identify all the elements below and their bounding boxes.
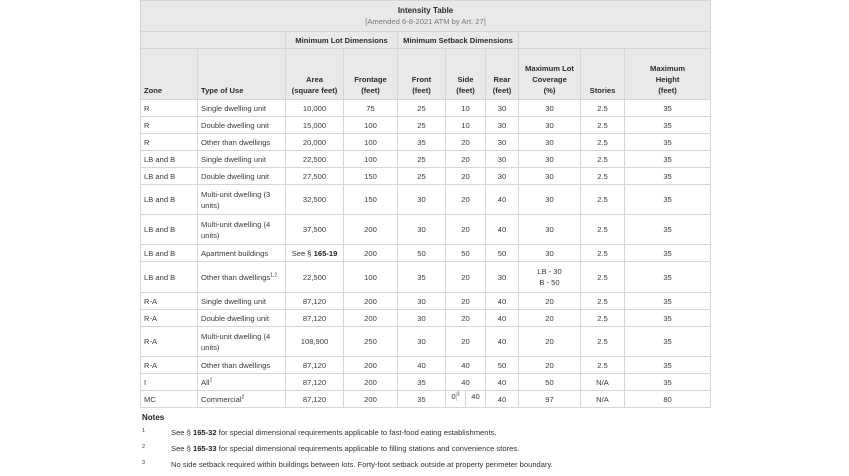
cell-type-text: Single dwelling unit [201, 103, 267, 113]
cell-type-text: Multi-unit dwelling (4 units) [201, 219, 271, 240]
cell-front: 30 [398, 293, 446, 310]
table-caption [141, 1, 711, 32]
cell-frontage: 200 [344, 357, 398, 374]
column-header-front: Front (feet) [398, 49, 446, 100]
cell-front: 25 [398, 100, 446, 117]
cell-zone: LB and B [141, 245, 198, 262]
cell-stories: 2.5 [581, 117, 625, 134]
note-section-link[interactable]: 165-32 [192, 428, 217, 437]
cell-rear: 30 [486, 100, 519, 117]
cell-height: 35 [625, 151, 711, 168]
cell-front: 25 [398, 151, 446, 168]
cell-side: 20 [446, 185, 486, 215]
cell-area: 108,900 [286, 327, 344, 357]
group-header-blank-right [519, 32, 711, 49]
cell-type-text: Other than dwellings [201, 137, 271, 147]
cell-height: 80 [625, 391, 711, 408]
cell-area: 10,000 [286, 100, 344, 117]
cell-frontage: 100 [344, 151, 398, 168]
cell-side-a-value: 0 [451, 392, 456, 401]
cell-frontage: 200 [344, 391, 398, 408]
cell-type [198, 185, 286, 215]
cell-side: 10 [446, 117, 486, 134]
cell-front: 50 [398, 245, 446, 262]
cell-front: 30 [398, 327, 446, 357]
note-item [142, 444, 742, 460]
cell-side: 20 [446, 134, 486, 151]
note-number: 2 [142, 444, 146, 450]
cell-area: 22,500 [286, 151, 344, 168]
cell-side: 40 [446, 357, 486, 374]
cell-rear: 40 [486, 293, 519, 310]
cell-side: 20 [446, 293, 486, 310]
group-header-min-lot: Minimum Lot Dimensions [286, 32, 398, 49]
table-row [141, 293, 711, 310]
cell-coverage: 20 [519, 293, 581, 310]
table-row [141, 391, 711, 408]
cell-side-b: 40 [471, 392, 480, 401]
column-header-zone: Zone [141, 49, 198, 100]
column-header-side: Side (feet) [446, 49, 486, 100]
cell-zone: R [141, 117, 198, 134]
cell-type [198, 117, 286, 134]
cell-coverage: 20 [519, 327, 581, 357]
group-header-min-setback: Minimum Setback Dimensions [398, 32, 519, 49]
cell-stories: 2.5 [581, 185, 625, 215]
cell-stories: 2.5 [581, 293, 625, 310]
cell-rear: 40 [486, 391, 519, 408]
cell-frontage: 75 [344, 100, 398, 117]
cell-stories: N/A [581, 391, 625, 408]
cell-coverage: 30 [519, 151, 581, 168]
cell-height: 35 [625, 374, 711, 391]
table-row [141, 310, 711, 327]
cell-rear: 30 [486, 151, 519, 168]
cell-front: 30 [398, 215, 446, 245]
cell-zone: I [141, 374, 198, 391]
cell-type [198, 293, 286, 310]
cell-coverage-line2: B - 50 [539, 278, 560, 287]
cell-zone: R-A [141, 310, 198, 327]
cell-type-text: Multi-unit dwelling (3 units) [201, 189, 271, 210]
cell-frontage: 200 [344, 293, 398, 310]
cell-zone: LB and B [141, 215, 198, 245]
cell-zone: LB and B [141, 168, 198, 185]
cell-side: 20 [446, 262, 486, 293]
cell-front: 25 [398, 168, 446, 185]
cell-front: 30 [398, 185, 446, 215]
table-title: Intensity Table [397, 6, 454, 15]
cell-rear: 40 [486, 327, 519, 357]
cell-type [198, 245, 286, 262]
cell-type [198, 215, 286, 245]
cell-side: 20 [446, 151, 486, 168]
cell-coverage: 97 [519, 391, 581, 408]
footnote-ref: 1,2 [270, 271, 278, 278]
cell-rear: 40 [486, 310, 519, 327]
cell-type-text: Commercial [201, 394, 242, 404]
cell-coverage: 20 [519, 310, 581, 327]
cell-stories: 2.5 [581, 151, 625, 168]
cell-coverage: 30 [519, 185, 581, 215]
note-text-post: for special dimensional requirements applicable to fast-food eating establishments. [216, 428, 497, 437]
cell-rear: 40 [486, 185, 519, 215]
intensity-table-container [140, 0, 710, 408]
cell-height: 35 [625, 327, 711, 357]
cell-stories: 2.5 [581, 262, 625, 293]
cell-type [198, 374, 286, 391]
cell-stories: 2.5 [581, 357, 625, 374]
cell-rear: 30 [486, 262, 519, 293]
cell-type [198, 391, 286, 408]
table-row [141, 262, 711, 293]
cell-front: 35 [398, 374, 446, 391]
cell-side: 50 [446, 245, 486, 262]
table-row [141, 185, 711, 215]
cell-coverage: 30 [519, 117, 581, 134]
cell-rear: 50 [486, 357, 519, 374]
cell-stories: 2.5 [581, 100, 625, 117]
cell-type-text: Double dwelling unit [201, 120, 269, 130]
cell-side: 20 [446, 215, 486, 245]
cell-area: 87,120 [286, 293, 344, 310]
cell-front: 30 [398, 310, 446, 327]
cell-front: 40 [398, 357, 446, 374]
cell-type-text: All [201, 377, 210, 387]
table-row [141, 117, 711, 134]
cell-coverage-line1: LB - 30 [537, 267, 562, 276]
cell-height: 35 [625, 134, 711, 151]
cell-coverage: 30 [519, 215, 581, 245]
column-header-area: Area (square feet) [286, 49, 344, 100]
cell-frontage: 100 [344, 117, 398, 134]
table-row [141, 151, 711, 168]
cell-height: 35 [625, 117, 711, 134]
cell-side-a [446, 391, 466, 407]
cell-rear: 30 [486, 134, 519, 151]
cell-type-text: Single dwelling unit [201, 296, 267, 306]
cell-zone: R-A [141, 327, 198, 357]
cell-stories: 2.5 [581, 215, 625, 245]
table-row [141, 245, 711, 262]
note-item [142, 428, 742, 444]
note-text [171, 460, 553, 470]
cell-area: 22,500 [286, 262, 344, 293]
cell-front: 35 [398, 262, 446, 293]
cell-stories: 2.5 [581, 168, 625, 185]
cell-type [198, 134, 286, 151]
cell-side: 10 [446, 100, 486, 117]
cell-coverage: 30 [519, 100, 581, 117]
cell-area: 15,000 [286, 117, 344, 134]
cell-rear: 40 [486, 215, 519, 245]
cell-area: 87,120 [286, 374, 344, 391]
cell-side: 20 [446, 168, 486, 185]
column-header-coverage: Maximum Lot Coverage (%) [519, 49, 581, 100]
note-number: 1 [142, 428, 146, 434]
cell-height: 35 [625, 100, 711, 117]
cell-frontage: 100 [344, 262, 398, 293]
column-header-frontage: Frontage (feet) [344, 49, 398, 100]
cell-area: 32,500 [286, 185, 344, 215]
cell-side: 40 [446, 374, 486, 391]
cell-area-ref: 165-19 [313, 248, 338, 258]
cell-rear: 30 [486, 117, 519, 134]
cell-height: 35 [625, 293, 711, 310]
cell-type-text: Apartment buildings [201, 248, 269, 258]
column-header-type: Type of Use [198, 49, 286, 100]
note-number: 3 [142, 460, 146, 466]
cell-type [198, 100, 286, 117]
cell-rear: 40 [486, 374, 519, 391]
cell-zone: R-A [141, 357, 198, 374]
cell-type [198, 310, 286, 327]
table-row [141, 215, 711, 245]
intensity-table [140, 0, 711, 408]
notes-title: Notes [142, 413, 165, 422]
cell-area: 87,120 [286, 391, 344, 408]
table-row [141, 357, 711, 374]
cell-type [198, 357, 286, 374]
cell-side [446, 391, 486, 408]
cell-rear: 30 [486, 168, 519, 185]
note-section-link[interactable]: 165-33 [192, 444, 217, 453]
cell-type-text: Double dwelling unit [201, 313, 269, 323]
footnote-ref: 1 [209, 376, 213, 383]
cell-frontage: 200 [344, 245, 398, 262]
cell-type [198, 151, 286, 168]
cell-side: 20 [446, 310, 486, 327]
cell-zone: R [141, 100, 198, 117]
cell-height: 35 [625, 168, 711, 185]
cell-side: 20 [446, 327, 486, 357]
note-text [171, 428, 496, 438]
cell-zone: MC [141, 391, 198, 408]
cell-height: 35 [625, 215, 711, 245]
note-text-post: for special dimensional requirements applicable to filling stations and convenience stores. [216, 444, 520, 453]
note-text-pre: No side setback required within buildings between lots. Forty-foot setback outside at property perimeter boundary. [171, 460, 553, 469]
cell-front: 25 [398, 117, 446, 134]
cell-frontage: 200 [344, 310, 398, 327]
column-header-height: Maximum Height (feet) [625, 49, 711, 100]
table-subtitle: [Amended 6-8-2021 ATM by Art. 27] [365, 17, 486, 26]
group-header-blank [141, 32, 286, 49]
table-row [141, 327, 711, 357]
cell-zone: R [141, 134, 198, 151]
cell-rear: 50 [486, 245, 519, 262]
cell-stories: 2.5 [581, 245, 625, 262]
cell-frontage: 150 [344, 185, 398, 215]
cell-height: 35 [625, 262, 711, 293]
cell-front: 35 [398, 134, 446, 151]
cell-height: 35 [625, 357, 711, 374]
cell-stories: 2.5 [581, 310, 625, 327]
table-row [141, 100, 711, 117]
cell-zone: LB and B [141, 151, 198, 168]
cell-type [198, 168, 286, 185]
cell-zone: R-A [141, 293, 198, 310]
cell-coverage [519, 262, 581, 293]
cell-area [286, 245, 344, 262]
note-item [142, 460, 742, 476]
cell-area: 20,000 [286, 134, 344, 151]
cell-coverage: 30 [519, 245, 581, 262]
notes-section [142, 413, 742, 476]
cell-type-text: Single dwelling unit [201, 154, 267, 164]
cell-stories: 2.5 [581, 134, 625, 151]
cell-area: 37,500 [286, 215, 344, 245]
cell-zone: LB and B [141, 262, 198, 293]
cell-type [198, 327, 286, 357]
cell-type [198, 262, 286, 293]
cell-coverage: 20 [519, 357, 581, 374]
cell-frontage: 150 [344, 168, 398, 185]
cell-frontage: 250 [344, 327, 398, 357]
cell-area: 27,500 [286, 168, 344, 185]
cell-coverage: 50 [519, 374, 581, 391]
cell-type-text: Other than dwellings [201, 272, 271, 282]
cell-zone: LB and B [141, 185, 198, 215]
cell-height: 35 [625, 310, 711, 327]
table-row [141, 134, 711, 151]
cell-frontage: 200 [344, 215, 398, 245]
cell-height: 35 [625, 185, 711, 215]
column-header-stories: Stories [581, 49, 625, 100]
footnote-ref: 3 [456, 391, 460, 398]
cell-area: 87,120 [286, 357, 344, 374]
footnote-ref: 2 [241, 393, 245, 400]
cell-stories: 2.5 [581, 327, 625, 357]
cell-area-prefix: See § [291, 248, 314, 258]
cell-stories: N/A [581, 374, 625, 391]
cell-height: 35 [625, 245, 711, 262]
cell-type-text: Multi-unit dwelling (4 units) [201, 331, 271, 352]
cell-area: 87,120 [286, 310, 344, 327]
table-row [141, 374, 711, 391]
note-text-pre: See § [171, 444, 193, 453]
cell-coverage: 30 [519, 134, 581, 151]
cell-type-text: Double dwelling unit [201, 171, 269, 181]
table-row [141, 168, 711, 185]
cell-front: 35 [398, 391, 446, 408]
cell-frontage: 100 [344, 134, 398, 151]
column-header-rear: Rear (feet) [486, 49, 519, 100]
note-text-pre: See § [171, 428, 193, 437]
note-text [171, 444, 519, 454]
cell-frontage: 200 [344, 374, 398, 391]
cell-coverage: 30 [519, 168, 581, 185]
cell-type-text: Other than dwellings [201, 360, 271, 370]
